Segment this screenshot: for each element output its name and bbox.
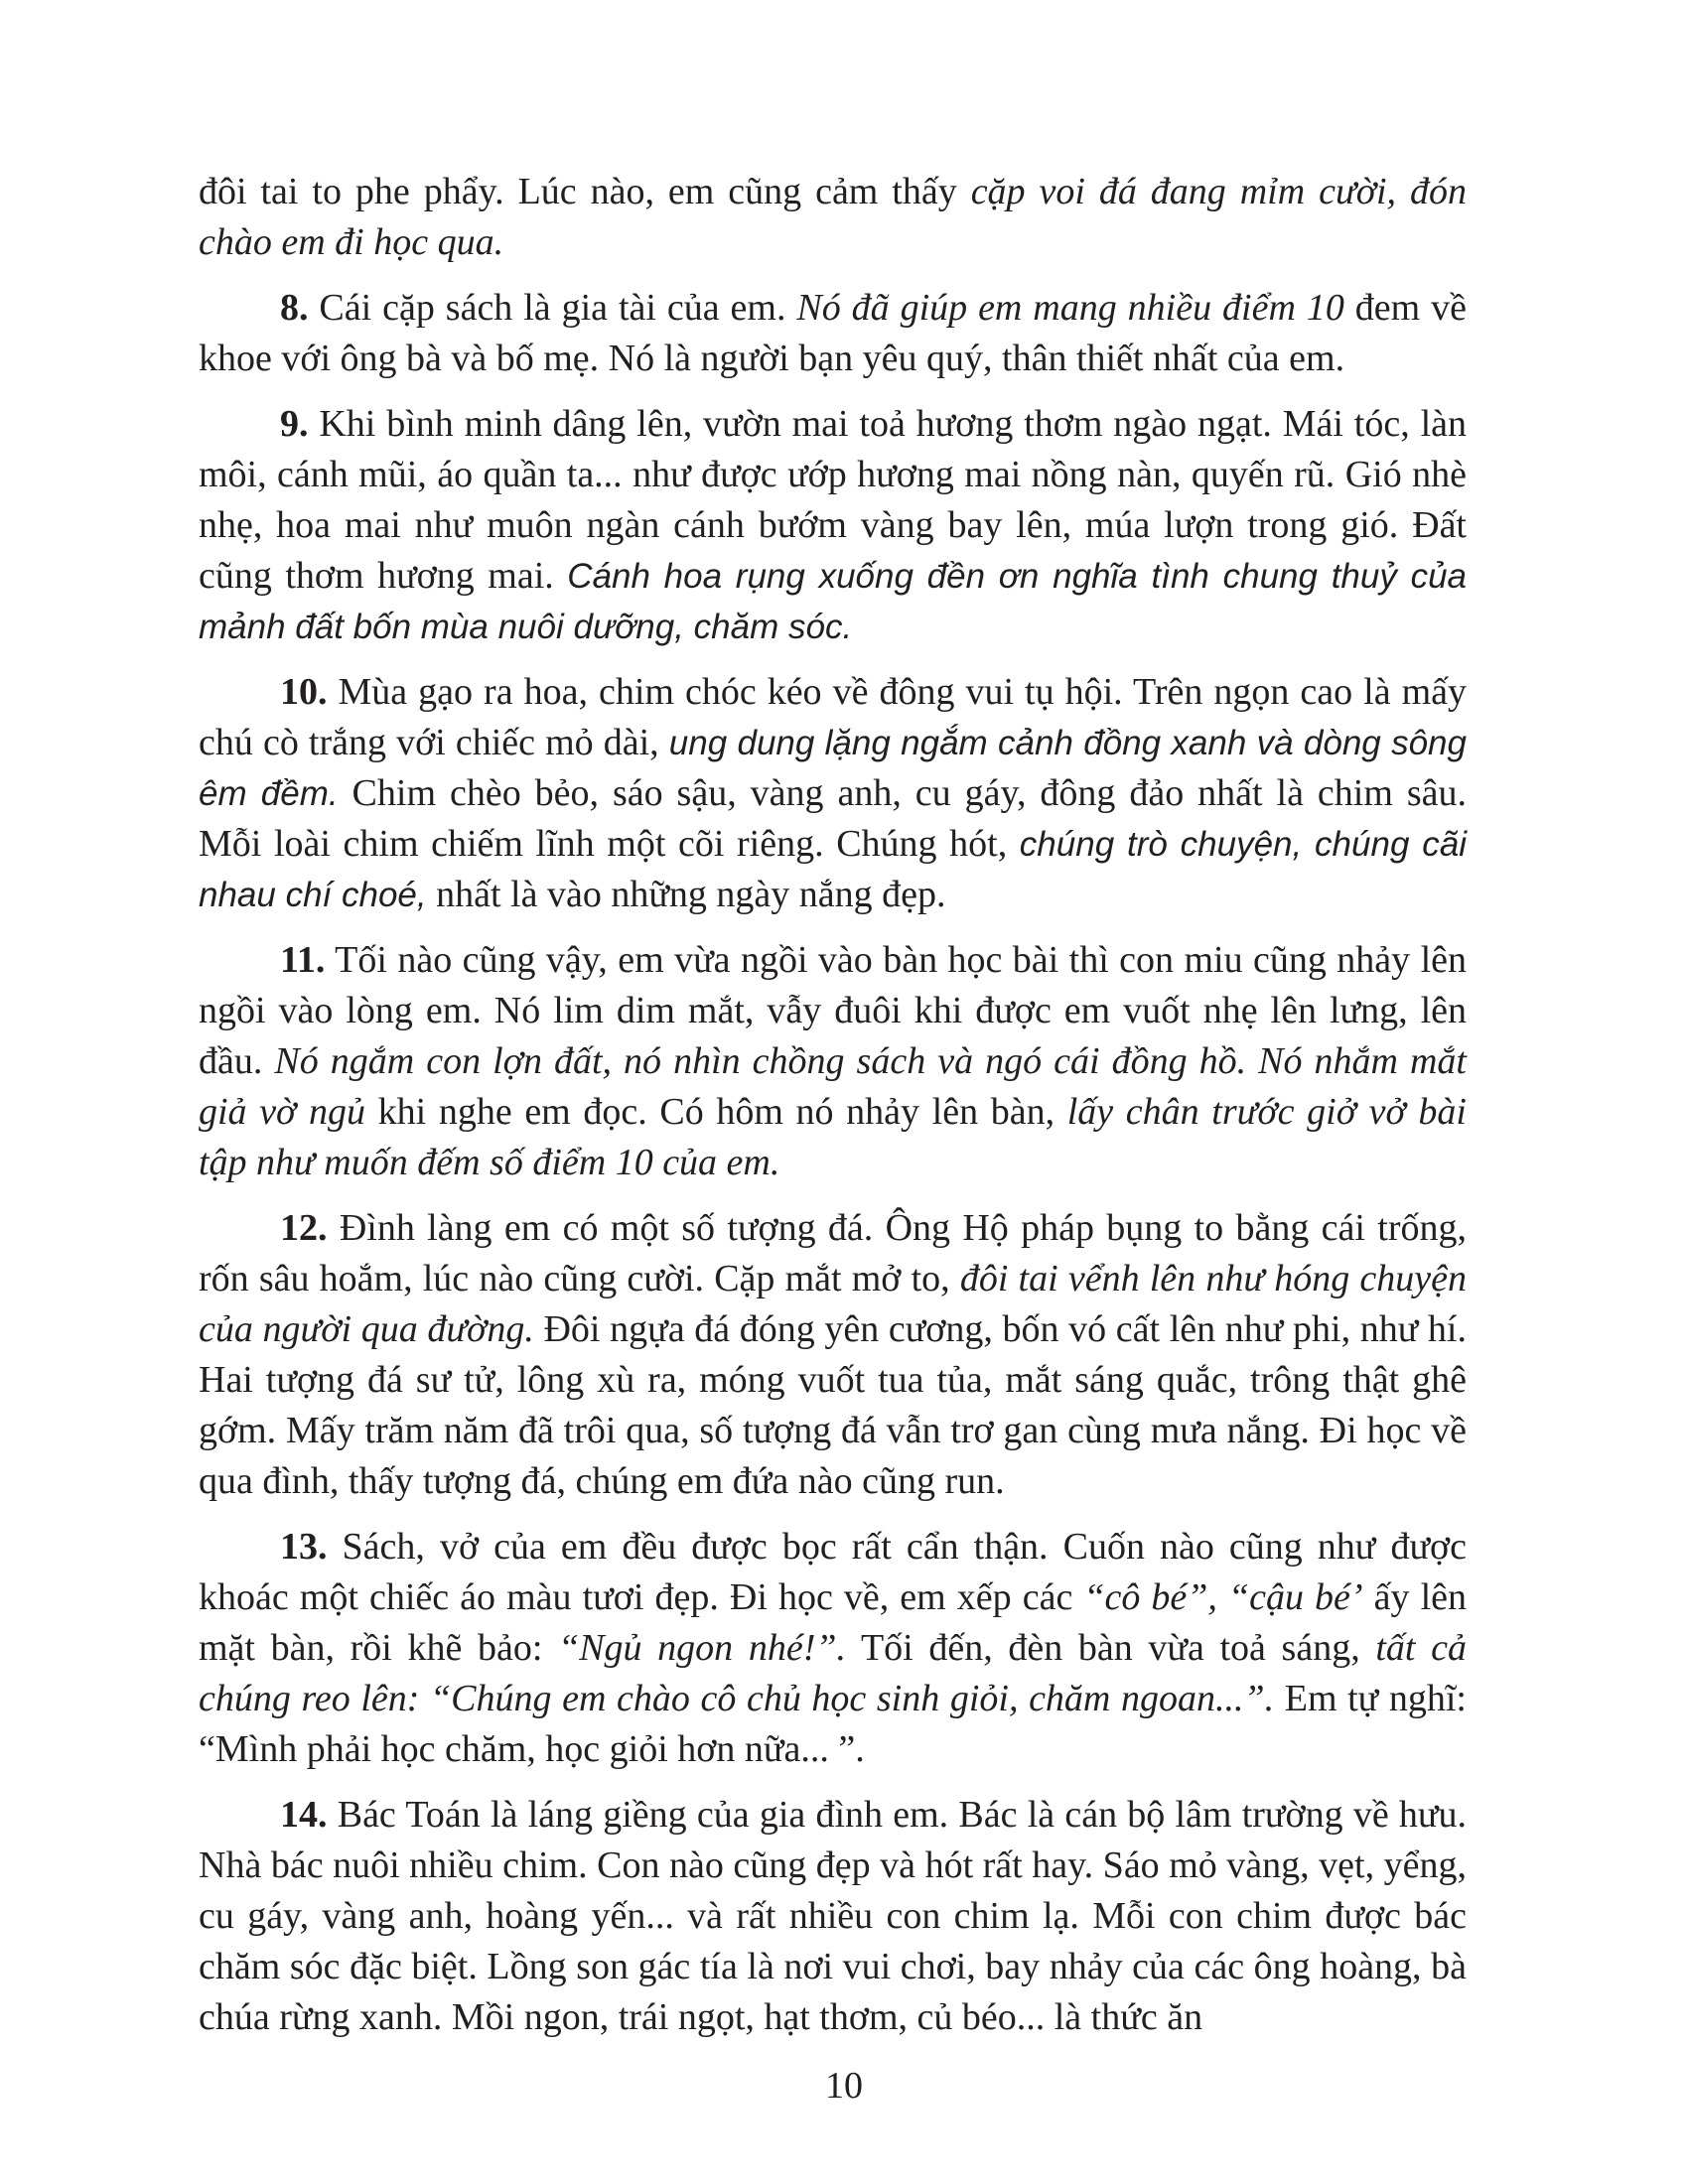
paragraph-text: Khi bình minh dâng lên, vườn mai toả hương thơm ngào ngạt. Mái tóc, làn môi, cánh mũi, áo quần ta... như được ướp hương mai nồng nàn, quyến rũ. Gió nhè nhẹ, hoa mai như muôn ngàn cánh bướm vàng bay lên, múa lượn trong gió. Đất cũng thơm hương mai. [199,403,1467,597]
paragraph-9 [199,399,1467,652]
paragraph-text: Đôi ngựa đá đóng yên cương, bốn vó cất lên như phi, như hí. Hai tượng đá sư tử, lông xù ra, móng vuốt tua tủa, mắt sáng quắc, trông thật ghê gớm. Mấy trăm năm đã trôi qua, số tượng đá vẫn trơ gan cùng mưa nắng. Đi học về qua đình, thấy tượng đá, chúng em đứa nào cũng run. [199,1308,1467,1502]
paragraph-text: đem về khoe với ông bà và bố mẹ. Nó là người bạn yêu quý, thân thiết nhất của em. [199,287,1467,379]
paragraph-italic-text: “cô bé”, “cậu bé’ [1083,1576,1363,1618]
paragraph-text: nhất là vào những ngày nắng đẹp. [426,874,946,915]
paragraph-text: Cái cặp sách là gia tài của em. [308,287,797,329]
paragraph-8 [199,283,1467,384]
paragraph-text: Tối đến, đèn bàn vừa toả sáng, [845,1627,1376,1669]
paragraph-text: Em tự nghĩ: “Mình phải học chăm, học giỏi hơn nữa... ”. [199,1678,1467,1770]
paragraph-12 [199,1203,1467,1507]
paragraph-number: 12. [280,1207,328,1249]
paragraph-text: khi nghe em đọc. Có hôm nó nhảy lên bàn, [364,1091,1067,1133]
paragraph-text: Tối nào cũng vậy, em vừa ngồi vào bàn học bài thì con miu cũng nhảy lên ngồi vào lòng em. Nó lim dim mắt, vẫy đuôi khi được em vuốt nhẹ lên lưng, lên đầu. [199,939,1467,1082]
paragraph-continuation [199,167,1467,268]
page-body [199,167,1467,2058]
paragraph-number: 11. [280,939,326,981]
paragraph-italic-text: ung dung lặng ngắm cảnh đồng xanh và dòng sông êm đềm. [199,724,1467,813]
paragraph-italic-text: đôi tai vểnh lên như hóng chuyện của người qua đường. [199,1258,1468,1350]
paragraph-italic-text: Cánh hoa rụng xuống đền ơn nghĩa tình chung thuỷ của mảnh đất bốn mùa nuôi dưỡng, chăm sóc. [199,557,1468,646]
paragraph-number: 9. [280,403,309,445]
paragraph-14 [199,1790,1467,2043]
paragraph-text: ấy lên mặt bàn, rồi khẽ bảo: [199,1576,1467,1669]
paragraph-italic-text: Nó ngắm con lợn đất, nó nhìn chồng sách và ngó cái đồng hồ. Nó nhắm mắt giả vờ ngủ [199,1040,1467,1133]
paragraph-number: 13. [280,1526,328,1568]
paragraph-text: Bác Toán là láng giềng của gia đình em. Bác là cán bộ lâm trường về hưu. Nhà bác nuôi nhiều chim. Con nào cũng đẹp và hót rất hay. Sáo mỏ vàng, vẹt, yểng, cu gáy, vàng anh, hoàng yến... và rất nhiều con chim lạ. Mỗi con chim được bác chăm sóc đặc biệt. Lồng son gác tía là nơi vui chơi, bay nhảy của các ông hoàng, bà chúa rừng xanh. Mồi ngon, trái ngọt, hạt thơm, củ béo... là thức ăn [199,1794,1467,2038]
paragraph-italic-text: Nó đã giúp em mang nhiều điểm 10 [796,287,1344,329]
paragraph-text: Chim chèo bẻo, sáo sậu, vàng anh, cu gáy, đông đảo nhất là chim sâu. Mỗi loài chim chiếm lĩnh một cõi riêng. Chúng hót, [199,772,1468,865]
paragraph-number: 14. [280,1794,328,1836]
paragraph-text: đôi tai to phe phẩy. Lúc nào, em cũng cảm thấy [199,171,971,212]
paragraph-number: 10. [280,671,328,713]
paragraph-13 [199,1522,1467,1775]
paragraph-italic-text: cặp voi đá đang mỉm cười, đón chào em đi học qua. [199,171,1468,263]
paragraph-text: Mùa gạo ra hoa, chim chóc kéo về đông vui tụ hội. Trên ngọn cao là mấy chú cò trắng với chiếc mỏ dài, [199,671,1467,763]
paragraph-11 [199,935,1467,1188]
page-number: 10 [825,2065,863,2107]
paragraph-number: 8. [280,287,309,329]
paragraph-italic-text: “Ngủ ngon nhé!”. [558,1627,846,1669]
paragraph-italic-text: chúng trò chuyện, chúng cãi nhau chí choé, [199,825,1467,914]
paragraph-text: Sách, vở của em đều được bọc rất cẩn thận. Cuốn nào cũng như được khoác một chiếc áo màu tươi đẹp. Đi học về, em xếp các [199,1526,1467,1618]
paragraph-text: Đình làng em có một số tượng đá. Ông Hộ pháp bụng to bằng cái trống, rốn sâu hoắm, lúc nào cũng cười. Cặp mắt mở to, [199,1207,1467,1299]
paragraph-italic-text: tất cả chúng reo lên: “Chúng em chào cô chủ học sinh giỏi, chăm ngoan...”. [199,1627,1467,1719]
paragraph-italic-text: lấy chân trước giở vở bài tập như muốn đếm số điểm 10 của em. [199,1091,1467,1183]
paragraph-10 [199,667,1467,920]
